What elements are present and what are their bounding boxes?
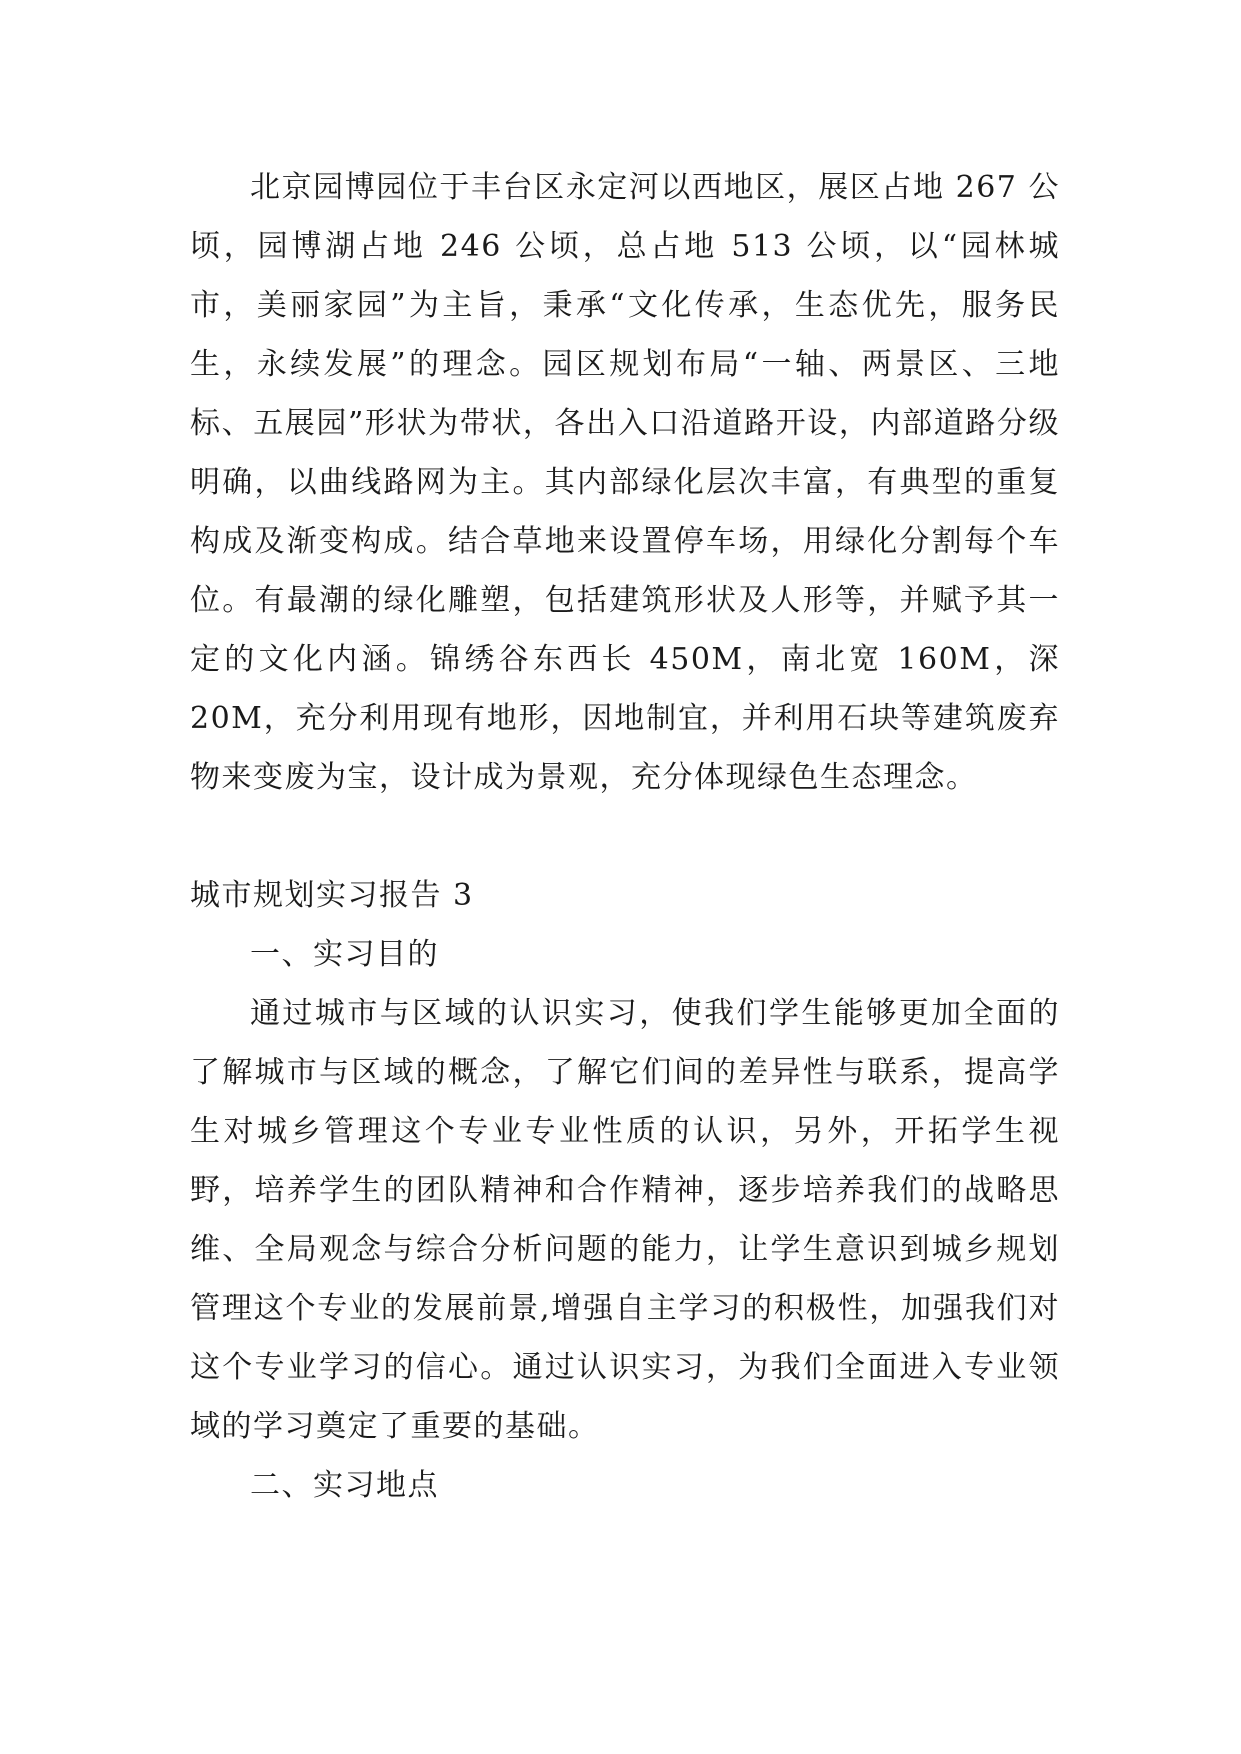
document-body <box>190 158 1060 1515</box>
section-title: 城市规划实习报告 3 <box>190 878 474 913</box>
paragraph-internship-purpose: 通过城市与区域的认识实习，使我们学生能够更加全面的了解城市与区域的概念，了解它们间的差异性与联系，提高学生对城乡管理这个专业专业性质的认识，另外，开拓学生视野，培养学生的团队精神和合作精神，逐步培养我们的战略思维、全局观念与综合分析问题的能力，让学生意识到城乡规划管理这个专业的发展前景,增强自主学习的积极性，加强我们对这个专业学习的信心。通过认识实习，为我们全面进入专业领域的学习奠定了重要的基础。 <box>190 996 1060 1444</box>
heading-internship-location: 二、实习地点 <box>250 1468 439 1503</box>
paragraph-spacer <box>190 807 1060 866</box>
heading-internship-purpose: 一、实习目的 <box>250 937 439 972</box>
paragraph-garden-expo: 北京园博园位于丰台区永定河以西地区，展区占地 267 公顷，园博湖占地 246 公顷，总占地 513 公顷，以“园林城市，美丽家园”为主旨，秉承“文化传承，生态优先，服务民生，永续发展”的理念。园区规划布局“一轴、两景区、三地标、五展园”形状为带状，各出入口沿道路开设，内部道路分级明确，以曲线路网为主。其内部绿化层次丰富，有典型的重复构成及渐变构成。结合草地来设置停车场，用绿化分割每个车位。有最潮的绿化雕塑，包括建筑形状及人形等，并赋予其一定的文化内涵。锦绣谷东西长 450M，南北宽 160M，深 20M，充分利用现有地形，因地制宜，并利用石块等建筑废弃物来变废为宝，设计成为景观，充分体现绿色生态理念。 <box>190 170 1060 795</box>
